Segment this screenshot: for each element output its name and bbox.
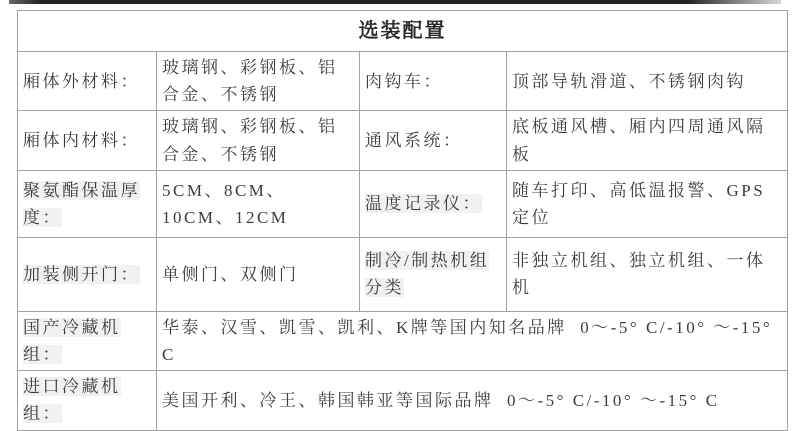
spec-label-insulation-thickness xyxy=(18,170,157,237)
table-row xyxy=(18,237,788,311)
spec-label-text: 加装侧开门： xyxy=(23,264,140,284)
spec-label-text: 制冷/制热机组分类 xyxy=(365,251,490,298)
top-divider-bar xyxy=(9,0,781,4)
spec-value-temperature-recorder: 随车打印、高低温报警、GPS定位 xyxy=(507,170,788,237)
table-row xyxy=(18,111,788,170)
options-spec-table xyxy=(17,10,788,431)
spec-value-ventilation-system: 底板通风槽、厢内四周通风隔板 xyxy=(507,111,788,170)
table-row xyxy=(18,52,788,111)
spec-label-text: 国产冷藏机组： xyxy=(23,317,121,364)
spec-value-box-interior-material: 玻璃钢、彩钢板、铝合金、不锈钢 xyxy=(157,111,360,170)
spec-value-refrigeration-unit-type: 非独立机组、独立机组、一体机 xyxy=(507,237,788,311)
spec-label-imported-refrigeration-unit xyxy=(18,371,157,430)
spec-value-insulation-thickness: 5CM、8CM、10CM、12CM xyxy=(157,170,360,237)
spec-label-side-door xyxy=(18,237,157,311)
spec-label-text: 肉钩车： xyxy=(365,71,443,91)
spec-label-domestic-refrigeration-unit xyxy=(18,311,157,370)
spec-label-temperature-recorder xyxy=(360,170,507,237)
spec-value-side-door: 单侧门、双侧门 xyxy=(157,237,360,311)
table-title: 选装配置 xyxy=(18,11,788,52)
spec-label-text: 温度记录仪： xyxy=(365,194,482,214)
table-row xyxy=(18,170,788,237)
spec-label-refrigeration-unit-type xyxy=(360,237,507,311)
spec-label-text: 厢体内材料： xyxy=(23,130,140,150)
table-row xyxy=(18,371,788,430)
spec-label-text: 进口冷藏机组： xyxy=(23,377,121,424)
spec-label-meat-hook-truck xyxy=(360,52,507,111)
spec-label-box-exterior-material xyxy=(18,52,157,111)
spec-value-box-exterior-material: 玻璃钢、彩钢板、铝合金、不锈钢 xyxy=(157,52,360,111)
spec-label-text: 通风系统： xyxy=(365,130,463,150)
spec-label-text: 聚氨酯保温厚度： xyxy=(23,180,140,227)
table-row xyxy=(18,311,788,370)
spec-label-box-interior-material xyxy=(18,111,157,170)
spec-value-domestic-refrigeration-unit: 华泰、汉雪、凯雪、凯利、K牌等国内知名品牌 0～-5° C/-10° ～-15° C xyxy=(157,311,788,370)
table-header-row xyxy=(18,11,788,52)
spec-value-meat-hook-truck: 顶部导轨滑道、不锈钢肉钩 xyxy=(507,52,788,111)
spec-label-text: 厢体外材料： xyxy=(23,71,140,91)
spec-value-imported-refrigeration-unit: 美国开利、冷王、韩国韩亚等国际品牌 0～-5° C/-10° ～-15° C xyxy=(157,371,788,430)
spec-label-ventilation-system xyxy=(360,111,507,170)
